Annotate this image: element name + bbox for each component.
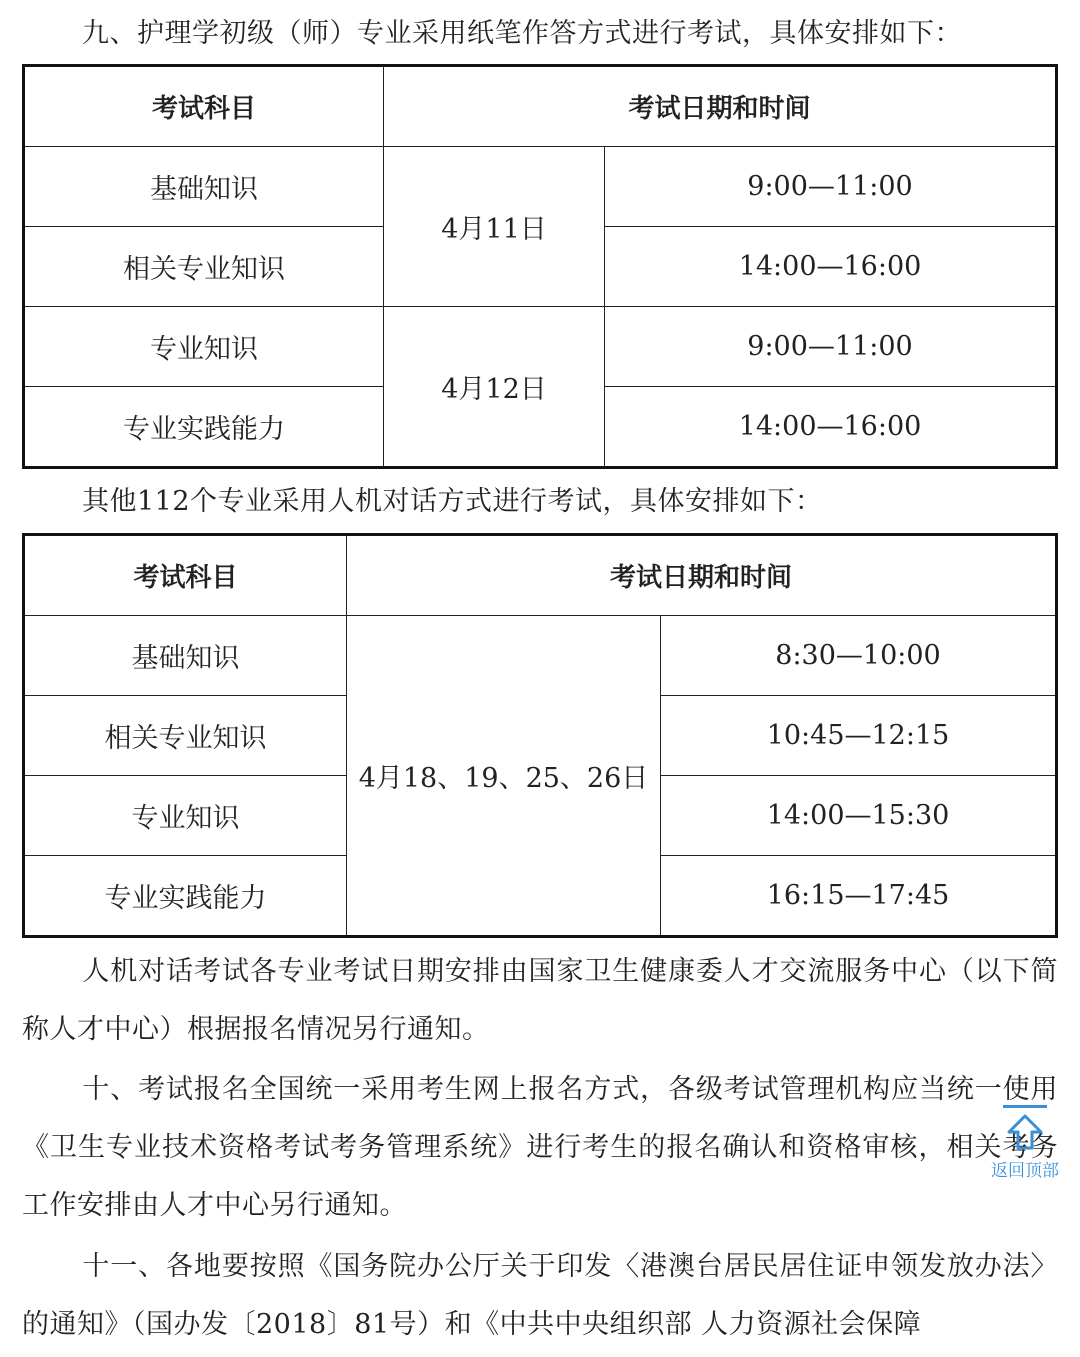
subject-cell: 相关专业知识 — [24, 227, 384, 307]
back-to-top-button[interactable] — [980, 1105, 1070, 1190]
subject-cell: 基础知识 — [24, 147, 384, 227]
subject-cell: 专业实践能力 — [24, 856, 347, 937]
table-row — [24, 307, 1057, 387]
time-cell: 8:30—10:00 — [661, 616, 1057, 696]
header-subject: 考试科目 — [24, 66, 384, 147]
time-cell: 9:00—11:00 — [605, 307, 1057, 387]
date-cell: 4月11日 — [384, 147, 605, 307]
table-header-row — [24, 66, 1057, 147]
paragraph-eleven: 十一、各地要按照《国务院办公厅关于印发〈港澳台居民居住证申领发放办法〉的通知》（国办发〔2018〕81号）和《中共中央组织部 人力资源社会保障 — [22, 1251, 1058, 1340]
subject-cell: 专业知识 — [24, 776, 347, 856]
date-cell: 4月12日 — [384, 307, 605, 468]
time-cell: 16:15—17:45 — [661, 856, 1057, 937]
paragraph-computer-exam-note: 人机对话考试各专业考试日期安排由国家卫生健康委人才交流服务中心（以下简称人才中心）根据报名情况另行通知。 — [22, 956, 1058, 1045]
back-to-top-label: 返回顶部 — [991, 1161, 1059, 1181]
header-subject: 考试科目 — [24, 535, 347, 616]
time-cell: 14:00—16:00 — [605, 227, 1057, 307]
time-cell: 14:00—16:00 — [605, 387, 1057, 468]
divider — [1003, 1105, 1047, 1108]
time-cell: 14:00—15:30 — [661, 776, 1057, 856]
subject-cell: 专业知识 — [24, 307, 384, 387]
time-cell: 10:45—12:15 — [661, 696, 1057, 776]
paragraph-other-specialties: 其他112个专业采用人机对话方式进行考试，具体安排如下： — [82, 486, 823, 517]
header-date-time: 考试日期和时间 — [347, 535, 1057, 616]
paragraph-ten: 十、考试报名全国统一采用考生网上报名方式，各级考试管理机构应当统一使用《卫生专业技术资格考试考务管理系统》进行考生的报名确认和资格审核，相关考务工作安排由人才中心另行通知。 — [22, 1074, 1058, 1221]
table-header-row — [24, 535, 1057, 616]
up-arrow-icon — [1005, 1112, 1045, 1152]
time-cell: 9:00—11:00 — [605, 147, 1057, 227]
subject-cell: 基础知识 — [24, 616, 347, 696]
header-date-time: 考试日期和时间 — [384, 66, 1057, 147]
table-row — [24, 147, 1057, 227]
subject-cell: 专业实践能力 — [24, 387, 384, 468]
date-cell: 4月18、19、25、26日 — [347, 616, 661, 937]
paper-exam-schedule-table — [22, 64, 1058, 469]
computer-exam-schedule-table — [22, 533, 1058, 938]
paragraph-nine: 九、护理学初级（师）专业采用纸笔作答方式进行考试，具体安排如下： — [82, 18, 962, 49]
table-row — [24, 616, 1057, 696]
subject-cell: 相关专业知识 — [24, 696, 347, 776]
